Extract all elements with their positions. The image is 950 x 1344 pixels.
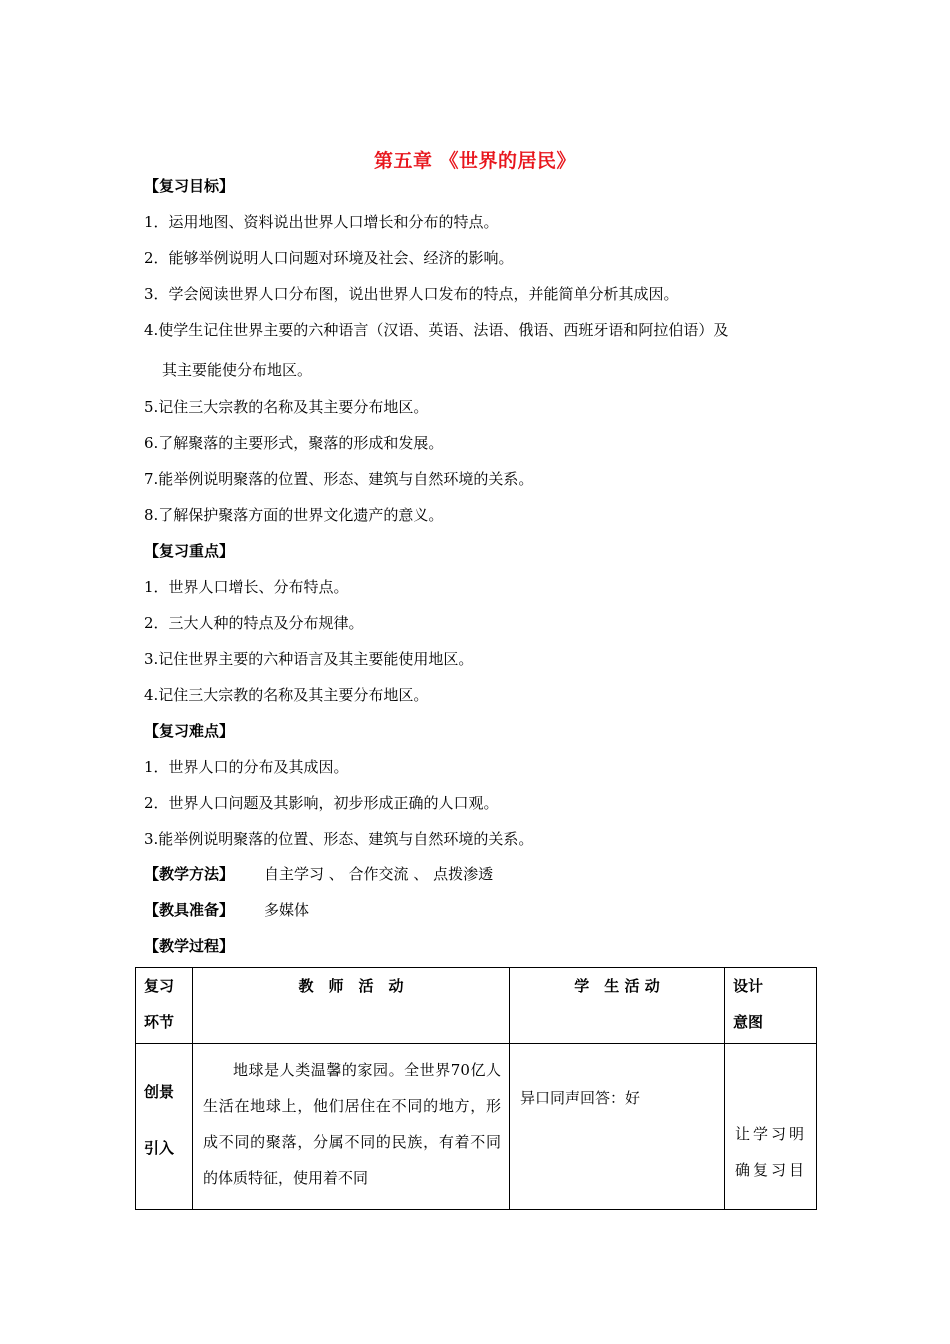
table-header-row bbox=[136, 968, 817, 1044]
methods-heading: 【教学方法】 bbox=[144, 865, 235, 883]
tools-heading: 【教具准备】 bbox=[144, 901, 235, 919]
objectives-heading: 【复习目标】 bbox=[144, 177, 235, 195]
key-points-heading: 【复习重点】 bbox=[144, 542, 235, 560]
objective-item: 3．学会阅读世界人口分布图，说出世界人口发布的特点，并能简单分析其成因。 bbox=[144, 285, 679, 303]
difficulty-item: 3.能举例说明聚落的位置、形态、建筑与自然环境的关系。 bbox=[144, 830, 534, 848]
difficulty-item: 2．世界人口问题及其影响，初步形成正确的人口观。 bbox=[144, 794, 499, 812]
objective-item: 7.能举例说明聚落的位置、形态、建筑与自然环境的关系。 bbox=[144, 470, 534, 488]
header-teacher-activity: 教 师 活 动 bbox=[193, 968, 510, 1044]
objective-item: 1．运用地图、资料说出世界人口增长和分布的特点。 bbox=[144, 213, 499, 231]
process-heading: 【教学过程】 bbox=[144, 937, 235, 955]
header-stage: 复习 环节 bbox=[136, 968, 193, 1044]
objective-item: 6.了解聚落的主要形式，聚落的形成和发展。 bbox=[144, 434, 444, 452]
process-table bbox=[135, 967, 817, 1210]
stage-cell: 创景 引入 bbox=[136, 1044, 193, 1210]
header-student-activity: 学 生 活 动 bbox=[510, 968, 725, 1044]
objective-item: 2．能够举例说明人口问题对环境及社会、经济的影响。 bbox=[144, 249, 514, 267]
difficulties-heading: 【复习难点】 bbox=[144, 722, 235, 740]
objective-item: 8.了解保护聚落方面的世界文化遗产的意义。 bbox=[144, 506, 444, 524]
header-design-intent: 设计 意图 bbox=[725, 968, 817, 1044]
objective-item: 5.记住三大宗教的名称及其主要分布地区。 bbox=[144, 398, 429, 416]
chapter-title: 第五章 《世界的居民》 bbox=[373, 150, 577, 172]
objective-item-continued: 其主要能使分布地区。 bbox=[162, 361, 313, 379]
table-row bbox=[136, 1044, 817, 1210]
methods-line bbox=[144, 864, 493, 884]
tools-line bbox=[144, 900, 309, 920]
teacher-activity-cell: 地球是人类温馨的家园。全世界70亿人生活在地球上，他们居住在不同的地方，形成不同的聚落，分属不同的民族，有着不同的体质特征，使用着不同 bbox=[193, 1044, 510, 1210]
key-point-item: 2．三大人种的特点及分布规律。 bbox=[144, 614, 364, 632]
objective-item: 4.使学生记住世界主要的六种语言（汉语、英语、法语、俄语、西班牙语和阿拉伯语）及 bbox=[144, 321, 729, 339]
key-point-item: 3.记住世界主要的六种语言及其主要能使用地区。 bbox=[144, 650, 474, 668]
key-point-item: 4.记住三大宗教的名称及其主要分布地区。 bbox=[144, 686, 429, 704]
tools-value: 多媒体 bbox=[264, 901, 310, 919]
design-intent-cell: 让学习明确复习目 bbox=[725, 1044, 817, 1210]
key-point-item: 1．世界人口增长、分布特点。 bbox=[144, 578, 349, 596]
difficulty-item: 1．世界人口的分布及其成因。 bbox=[144, 758, 349, 776]
student-activity-cell: 异口同声回答：好 bbox=[510, 1044, 725, 1210]
methods-value: 自主学习 、 合作交流 、 点拨渗透 bbox=[264, 865, 494, 883]
